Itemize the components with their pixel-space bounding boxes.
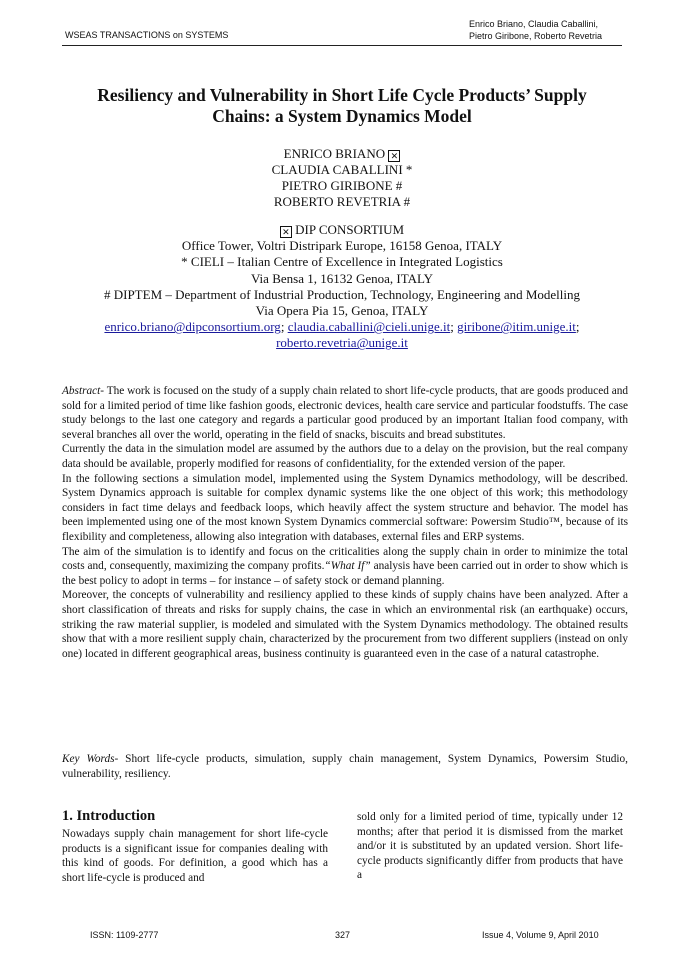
author-list (62, 146, 622, 210)
abstract-paragraph-2: Currently the data in the simulation model are assumed by the authors due to a delay on the provision, but the real company data should be available, properly modified for reasons of confidentiality, for the extended version of the paper. (62, 443, 628, 470)
email-separator: ; (450, 319, 454, 335)
affiliation-2-address: Via Bensa 1, 16132 Genoa, ITALY (250, 270, 434, 286)
email-separator: ; (575, 319, 580, 335)
intro-left-text: Nowadays supply chain management for short life-cycle products is a significant issue for companies dealing with this kind of goods. For definition, a good which has a short life-cycle is produced and (62, 828, 328, 884)
section-heading-introduction: 1. Introduction (62, 808, 156, 824)
keywords (62, 752, 628, 781)
affiliation-3-address: Via Opera Pia 15, Genoa, ITALY (255, 303, 429, 319)
what-if-term: “What If” (324, 560, 371, 573)
email-line-1 (62, 319, 622, 335)
author-1 (62, 146, 622, 162)
keywords-label: Key Words- (62, 753, 119, 765)
abstract-paragraph-1 (62, 384, 628, 442)
email-link-3[interactable]: giribone@itim.unige.it (457, 319, 576, 335)
affiliation-3: # DIPTEM – Department of Industrial Production, Technology, Engineering and Modelling (103, 286, 581, 302)
affiliation-1-name: DIP CONSORTIUM (295, 222, 405, 237)
abstract-paragraph-5: Moreover, the concepts of vulnerability and resiliency applied to these kinds of supply chains have been analyzed. After a short classification of threats and risks for supply chains, the case in which an environmental risk (an earthquake) occurs, striking the raw material supplier, is modeled and simulated with the System Dynamics methodology. The obtained results show that with a more resilient supply chain, characterized by the procurement from two different suppliers (instead on only one) located in different geographical areas, business continuity is guaranteed even in the case of a natural catastrophe. (62, 589, 628, 660)
running-head-line-2: Pietro Giribone, Roberto Revetria (468, 31, 602, 41)
paper-title (62, 85, 622, 127)
abstract-paragraph-3: In the following sections a simulation model, implemented using the System Dynamics methodology, will be described. System Dynamics approach is suitable for complex dynamic systems like the one object of this work; this methodology considers in fact time delays and feedback loops, which heavily affect the system structure and behavior. The model has been implemented using one of the most known System Dynamics commercial software: Powersim Studio™, because of its flexibility and completeness, allowing also integration with databases, external files and ERP systems. (62, 472, 628, 543)
author-2: CLAUDIA CABALLINI * (271, 162, 413, 177)
author-1-name: ENRICO BRIANO (283, 146, 386, 161)
title-line-2: Chains: a System Dynamics Model (212, 106, 472, 126)
affiliations (62, 222, 622, 352)
email-link-2[interactable]: claudia.caballini@cieli.unige.it (287, 319, 451, 335)
author-4: ROBERTO REVETRIA # (273, 194, 411, 209)
boxed-x-icon (280, 226, 292, 238)
journal-name: WSEAS TRANSACTIONS on SYSTEMS (65, 30, 229, 40)
header-divider (62, 45, 622, 46)
boxed-x-icon (388, 150, 400, 162)
abstract-p4-start: The aim of the simulation is to identify and focus on the criticalities along the supply chain in order to minimize the total costs and, consequently, maximizing the company profits. (62, 545, 628, 573)
author-3: PIETRO GIRIBONE # (281, 178, 403, 193)
keywords-text: Short life-cycle products, simulation, supply chain management, System Dynamics, Powersim Studio, vulnerability, resiliency. (62, 753, 628, 780)
intro-right-text: sold only for a limited period of time, typically under 12 months; after that period it is dismissed from the market and/or it is substituted by an updated version. Short life-cycle products significantly differ from products that have a (357, 811, 623, 882)
page-number: 327 (335, 930, 351, 940)
abstract-p1-text: The work is focused on the study of a supply chain related to short life-cycle products, that are goods produced and sold for a limited period of time like fashion goods, electronic devices, health care service and particular foodstuffs. The case study belongs to the last one category and regards a particular good produced by an important Italian food company, with several branches all over the world, operating in the field of snacks, biscuits and bread substitutes. (62, 385, 628, 441)
affiliation-2: * CIELI – Italian Centre of Excellence in Integrated Logistics (181, 254, 503, 270)
footer-issue: Issue 4, Volume 9, April 2010 (482, 930, 599, 940)
footer-issn: ISSN: 1109-2777 (90, 930, 159, 940)
running-head-line-1: Enrico Briano, Claudia Caballini, (468, 19, 599, 29)
email-line-2 (62, 335, 622, 351)
title-line-1: Resiliency and Vulnerability in Short Life Cycle Products’ Supply (97, 85, 587, 105)
abstract (62, 384, 628, 661)
email-link-1[interactable]: enrico.briano@dipconsortium.org (104, 319, 281, 335)
email-link-4[interactable]: roberto.revetria@unige.it (276, 335, 408, 351)
affiliation-1 (62, 222, 622, 238)
email-separator: ; (280, 319, 285, 335)
abstract-p4-end: analysis have been carried out in order to show which is the best policy to adopt in terms – for instance – of safety stock or demand planning. (62, 560, 628, 587)
affiliation-1-address: Office Tower, Voltri Distripark Europe, 16158 Genoa, ITALY (181, 238, 503, 254)
left-column (62, 808, 328, 885)
abstract-paragraph-4 (62, 545, 628, 589)
running-head-authors (469, 18, 602, 42)
abstract-label: Abstract- (62, 385, 105, 397)
right-column (357, 810, 623, 883)
